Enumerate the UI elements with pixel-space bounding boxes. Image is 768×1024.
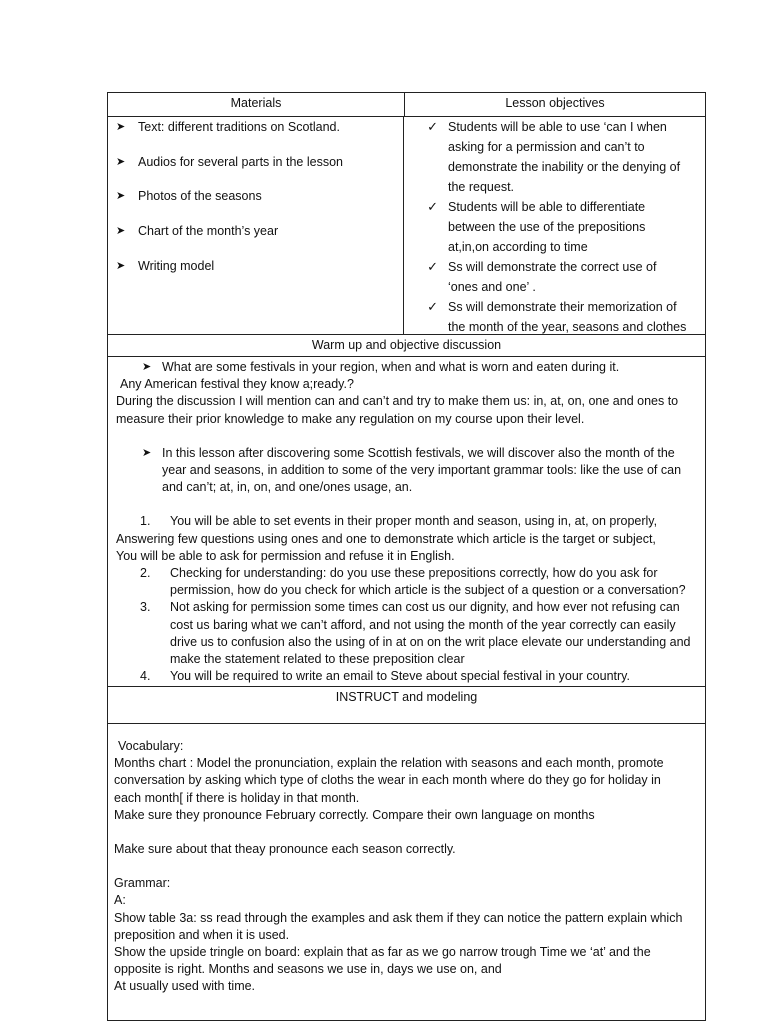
checkmark-icon: ✓ bbox=[427, 299, 438, 314]
objectives-list bbox=[404, 117, 705, 334]
materials-header: Materials bbox=[108, 93, 405, 116]
list-item: ✓ Ss will demonstrate the correct use of ‘ones and one’ . bbox=[410, 257, 699, 297]
materials-list bbox=[108, 117, 404, 334]
arrowhead-bullet-icon: ➤ bbox=[116, 225, 126, 238]
instruct-content: Vocabulary: Months chart : Model the pronunciation, explain the relation with seasons and each month, promote conversation by asking which type of cloths the wear in each month where do they go for holiday in each month[ if there is holiday in that month. Make sure they pronounce February correctly. Compare their own language on months Make sure about that theay pronounce each season correctly. Grammar: A: Show table 3a: ss read through the examples and ask them if they can notice the pattern explain which preposition and when it is used. Show the upside tringle on board: explain that as far as we go narrow trough Time we ‘at’ and the opposite is right. Months and seasons we use in, days we use on, and At usually used with time. bbox=[114, 739, 683, 994]
table-header-row bbox=[108, 93, 705, 117]
warmup-content: ➤ What are some festivals in your region, when and what is worn and eaten during it. Any American festival they know a;ready.? During the discussion I will mention can and can’t and try to make them us: in, at, on, one and ones to measure their prior knowledge to make any regulation on my course upon their level. ➤ In this lesson after discovering some Scottish festivals, we will discover also the month of the year and seasons, in addition to some of the very important grammar tools: like the use of can and can’t; at, in, on, and one/ones usage, an. 1. You will be able to set events in their proper month and season, using in, at, on properly, Answering few questions using ones and one to demonstrate which article is the target or subject, You will be able to ask for permission and refuse it in English. 2. Checking for understanding: do you use these prepositions correctly, how do you ask for permission, how do you check for which article is the subject of a question or a conversation? 3. Not asking for permission some times can cost us our dignity, and how ever not refusing can cost us baring what we can’t afford, and not using the month of the year correctly can easily drive us to confusion also the using of in at on on the writ place elevate our understanding and make the statement related to these preposition clear 4. You will be required to write an email to Steve about special festival in your country. bbox=[108, 357, 705, 687]
checkmark-icon: ✓ bbox=[427, 199, 438, 214]
checkmark-icon: ✓ bbox=[427, 259, 438, 274]
warmup-title: Warm up and objective discussion bbox=[108, 335, 705, 357]
arrowhead-bullet-icon: ➤ bbox=[116, 121, 126, 133]
arrowhead-bullet-icon: ➤ bbox=[116, 155, 126, 168]
arrowhead-bullet-icon: ➤ bbox=[116, 259, 126, 272]
instruct-title: INSTRUCT and modeling bbox=[108, 687, 705, 724]
list-item: ➤ Writing model bbox=[116, 258, 215, 273]
list-item: ✓ Students will be able to differentiate between the use of the prepositions at,in,on according to time bbox=[410, 197, 699, 257]
arrowhead-bullet-icon: ➤ bbox=[142, 361, 152, 373]
arrowhead-bullet-icon: ➤ bbox=[116, 190, 126, 203]
list-item: ✓ Students will be able to use ‘can I when asking for a permission and can’t to demonstrate the inability or the denying of the request. bbox=[410, 117, 699, 197]
lesson-plan-table bbox=[107, 92, 706, 1021]
list-item: ➤ Photos of the seasons bbox=[116, 189, 262, 204]
list-item: ➤ Text: different traditions on Scotland. bbox=[116, 120, 340, 134]
list-item: ➤ Chart of the month’s year bbox=[116, 224, 279, 239]
checkmark-icon: ✓ bbox=[427, 119, 438, 134]
list-item: ➤ Audios for several parts in the lesson bbox=[116, 154, 343, 169]
materials-objectives-row bbox=[108, 117, 705, 335]
arrowhead-bullet-icon: ➤ bbox=[142, 446, 152, 459]
objectives-header: Lesson objectives bbox=[505, 96, 605, 110]
list-item: ✓ Ss will demonstrate their memorization of the month of the year, seasons and clothes bbox=[410, 297, 699, 337]
